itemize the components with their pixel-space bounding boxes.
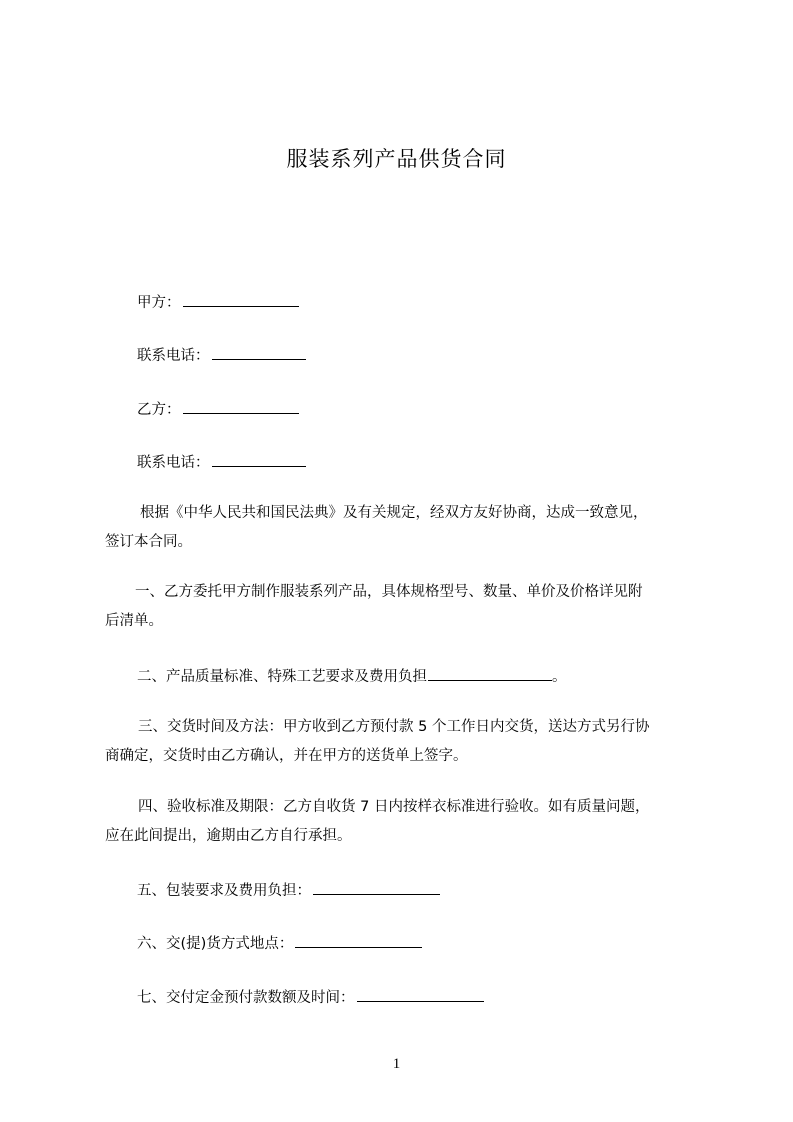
party-a-field <box>137 292 737 312</box>
clause-2-suffix: 。 <box>552 669 567 685</box>
clause-7-blank <box>357 987 484 1002</box>
clause-3 <box>105 713 703 771</box>
clause-5-blank <box>313 880 440 895</box>
party-a-blank <box>183 292 299 307</box>
clause-7-text: 七、交付定金预付款数额及时间： <box>137 990 355 1006</box>
clause-5-text: 五、包装要求及费用负担： <box>137 883 311 899</box>
intro-line-2: 签订本合同。 <box>105 534 192 550</box>
clause-2-blank <box>428 666 552 681</box>
clause-3-line-1: 三、交货时间及方法：甲方收到乙方预付款 5 个工作日内交货，送达方式另行协 <box>138 719 650 735</box>
clause-4-line-2: 应在此间提出，逾期由乙方自行承担。 <box>105 828 352 844</box>
clause-1 <box>105 578 703 636</box>
clause-6 <box>137 933 737 953</box>
clause-6-blank <box>295 933 422 948</box>
clause-5 <box>137 880 737 900</box>
clause-2 <box>137 666 737 686</box>
party-b-field <box>137 399 737 419</box>
clause-4 <box>105 793 703 851</box>
page-number: 1 <box>392 1056 401 1072</box>
intro-line-1: 根据《中华人民共和国民法典》及有关规定，经双方友好协商，达成一致意见， <box>140 505 648 521</box>
party-b-phone-label: 联系电话： <box>137 455 210 471</box>
clause-6-text: 六、交(提)货方式地点： <box>137 936 294 952</box>
party-a-phone-field <box>137 345 737 365</box>
clause-4-line-1: 四、验收标准及期限：乙方自收货 7 日内按样衣标准进行验收。如有质量问题， <box>138 799 650 815</box>
party-b-blank <box>183 399 299 414</box>
party-a-phone-blank <box>212 345 306 360</box>
party-b-label: 乙方： <box>137 402 181 418</box>
clause-7 <box>137 987 737 1007</box>
party-b-phone-blank <box>212 452 306 467</box>
page-title: 服装系列产品供货合同 <box>286 147 507 171</box>
clause-3-line-2: 商确定，交货时由乙方确认，并在甲方的送货单上签字。 <box>105 748 468 764</box>
intro-paragraph <box>105 499 703 557</box>
party-a-label: 甲方： <box>137 295 181 311</box>
clause-1-line-2: 后清单。 <box>105 613 163 629</box>
party-a-phone-label: 联系电话： <box>137 348 210 364</box>
clause-1-line-1: 一、乙方委托甲方制作服装系列产品，具体规格型号、数量、单价及价格详见附 <box>135 584 643 600</box>
clause-2-text: 二、产品质量标准、特殊工艺要求及费用负担 <box>137 669 427 685</box>
party-b-phone-field <box>137 452 737 472</box>
